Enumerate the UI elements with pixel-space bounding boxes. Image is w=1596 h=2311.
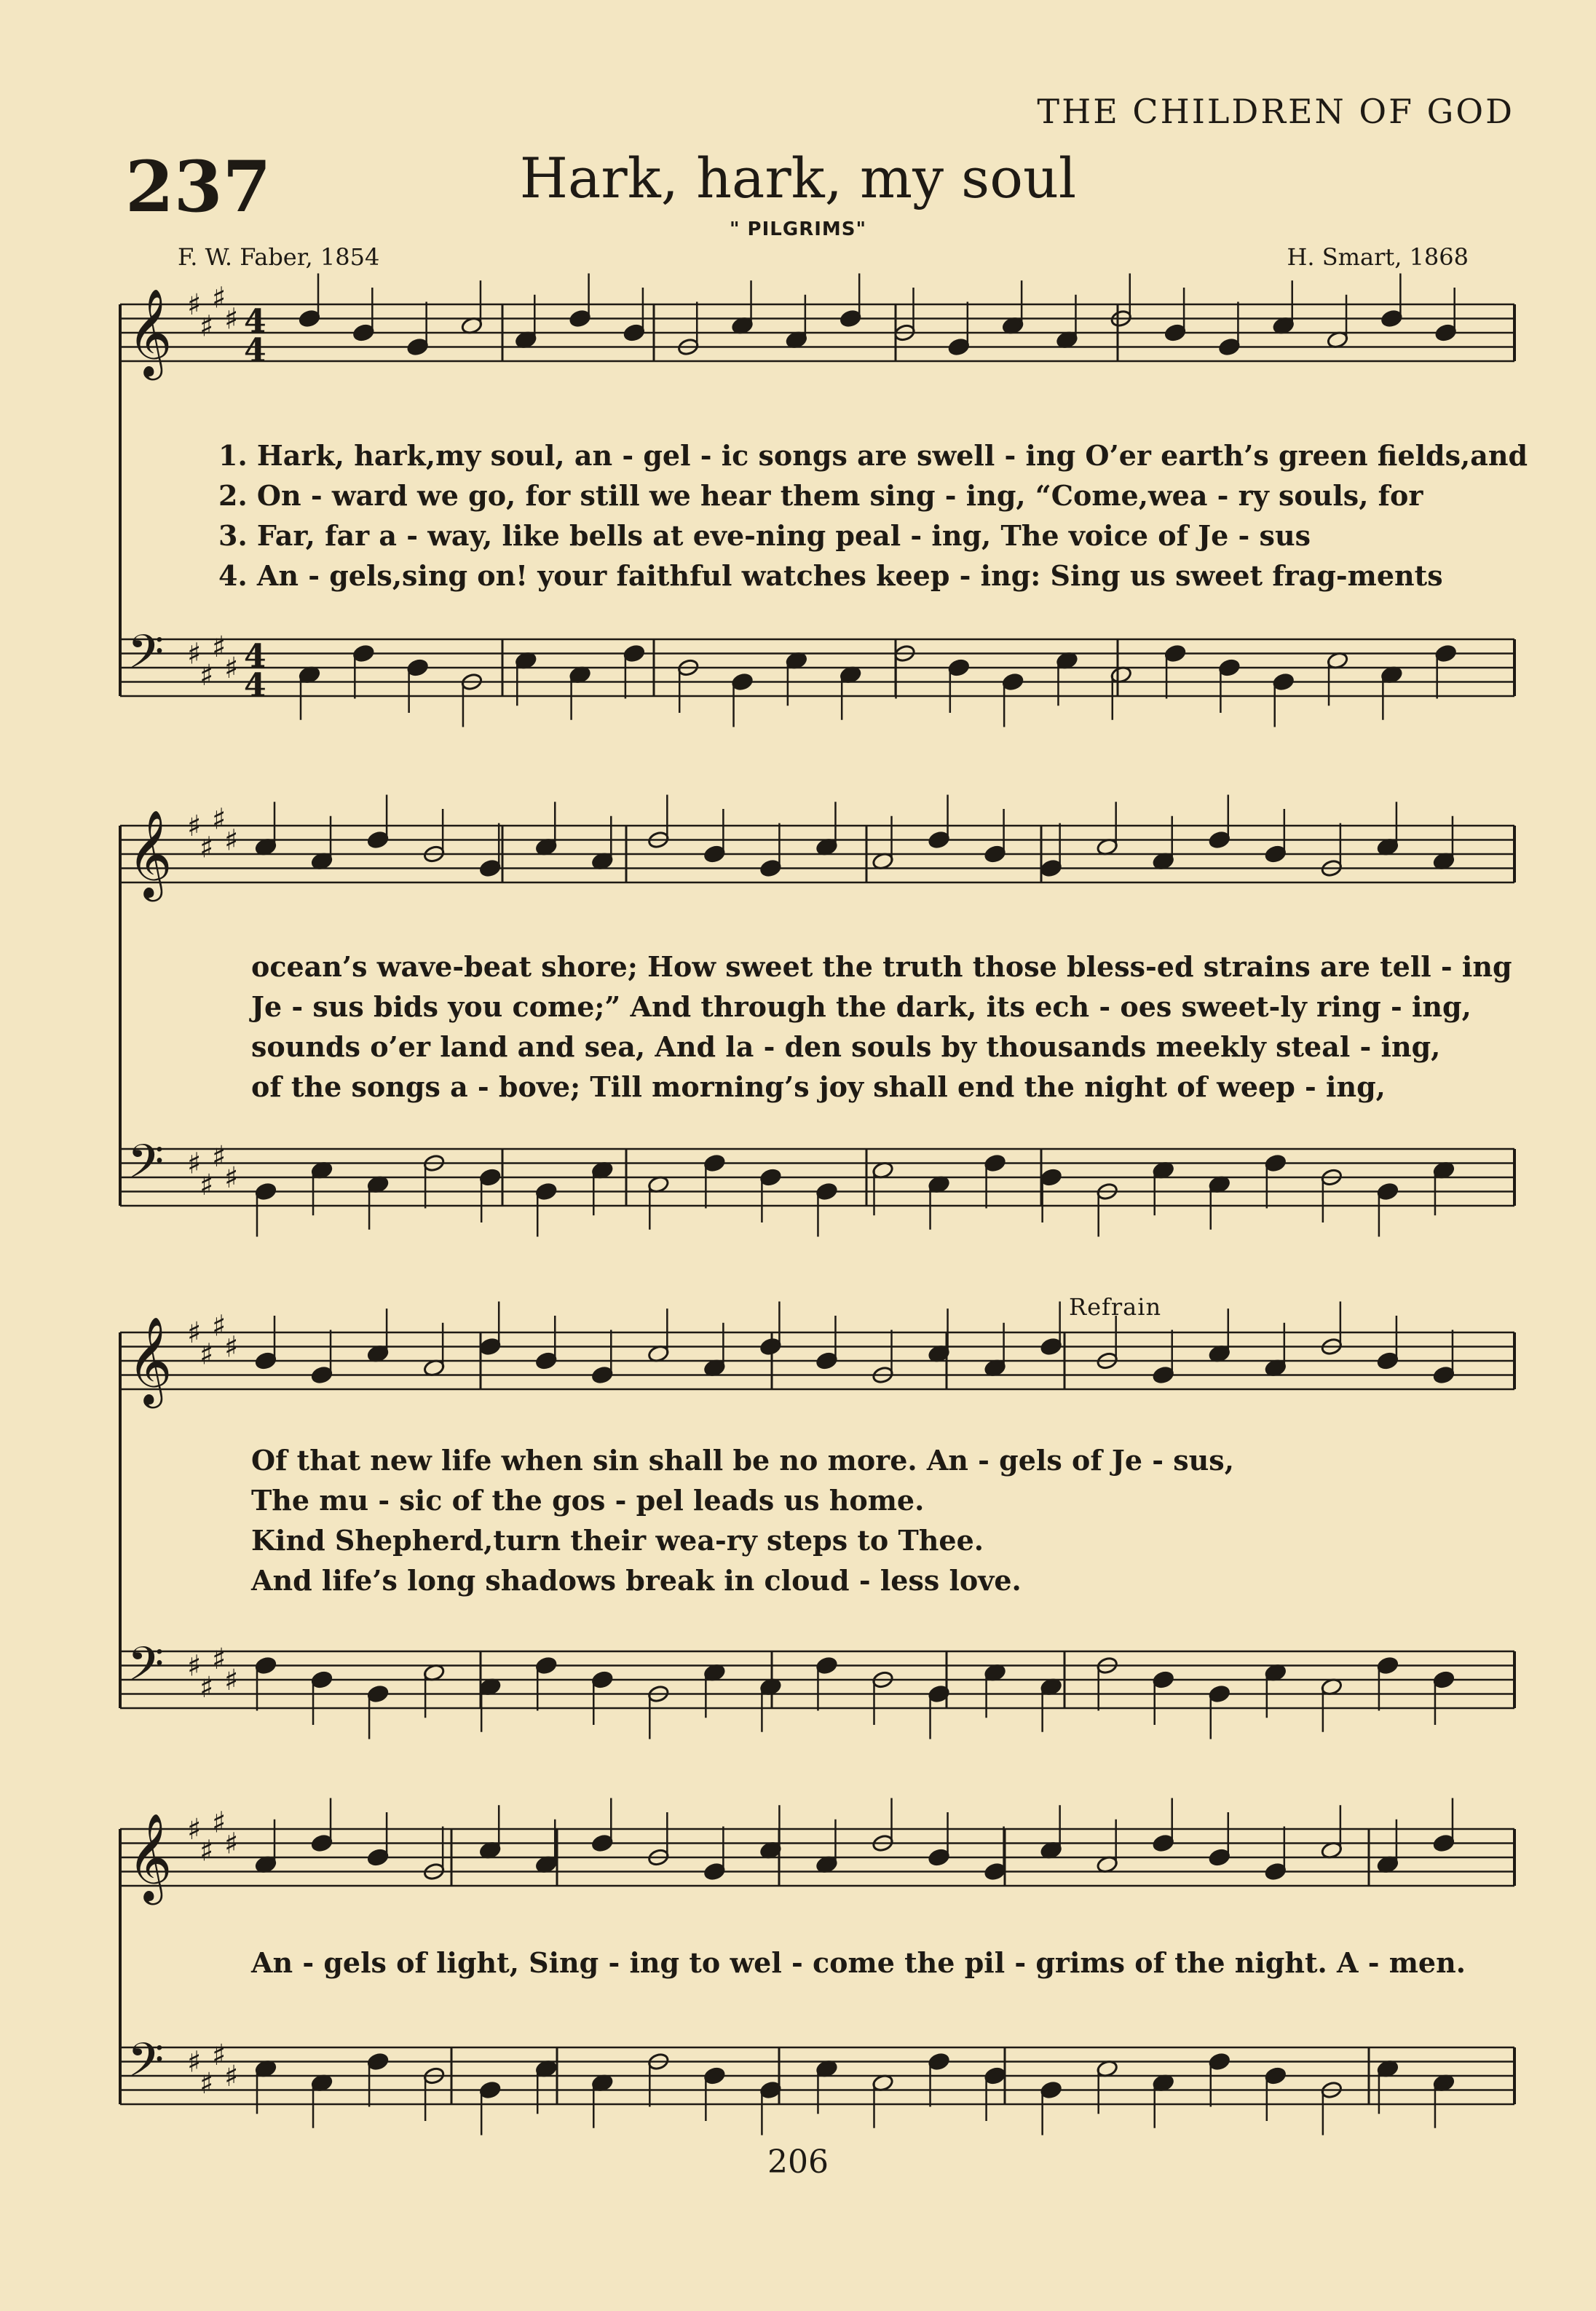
- note-head: [1218, 658, 1241, 677]
- note-head: [311, 1834, 333, 1853]
- author-credit: F. W. Faber, 1854: [178, 243, 380, 271]
- note-head: [703, 2066, 726, 2085]
- note-head: [1164, 644, 1187, 663]
- sharp-icon: ♯: [212, 630, 226, 664]
- note-head: [1208, 1685, 1230, 1704]
- bass-clef-icon: 𝄢: [127, 625, 165, 691]
- note-head: [759, 1168, 782, 1187]
- note-head: [535, 1351, 558, 1370]
- time-signature: 4: [244, 667, 266, 704]
- sharp-icon: ♯: [224, 823, 239, 858]
- note-head: [1208, 1848, 1230, 1867]
- note-head: [1208, 831, 1230, 850]
- note-head: [367, 1685, 390, 1704]
- system-4-lyrics: [251, 1943, 1466, 1983]
- note-head: [367, 2053, 390, 2071]
- lyric-line: Of that new life when sin shall be no more. An - gels of Je - sus,: [251, 1444, 1234, 1477]
- sharp-icon: ♯: [200, 831, 214, 865]
- note-head: [815, 1351, 838, 1370]
- note-head: [928, 2053, 950, 2071]
- time-signature: 4: [244, 638, 266, 675]
- sharp-icon: ♯: [200, 1338, 214, 1372]
- note-head: [479, 1338, 502, 1356]
- note-head: [703, 1862, 726, 1881]
- hymn-title: Hark, hark, my soul: [519, 146, 1077, 210]
- system-1-lyrics: [218, 435, 1528, 596]
- sharp-icon: ♯: [200, 1670, 214, 1704]
- note-head: [703, 845, 726, 864]
- bass-clef-icon: 𝄢: [127, 1638, 165, 1703]
- lyric-line: 4. An - gels,sing on! your faithful watches keep - ing: Sing us sweet frag-ments: [218, 559, 1443, 592]
- note-head: [299, 309, 321, 328]
- sharp-icon: ♯: [187, 2045, 202, 2079]
- note-head: [1152, 1670, 1174, 1689]
- note-head: [1002, 673, 1024, 692]
- lyric-line: 2. On - ward we go, for still we hear them sing - ing, “Come,wea - ry souls, for: [218, 479, 1423, 512]
- note-head: [840, 309, 862, 328]
- note-head: [311, 1670, 333, 1689]
- sharp-icon: ♯: [224, 1664, 239, 1697]
- sharp-icon: ♯: [187, 810, 202, 843]
- note-head: [535, 1182, 558, 1201]
- note-head: [479, 2081, 502, 2100]
- note-head: [255, 1656, 277, 1675]
- treble-clef-icon: 𝄞: [127, 1812, 173, 1901]
- note-head: [406, 658, 429, 677]
- sharp-icon: ♯: [224, 2060, 239, 2093]
- note-head: [1265, 1154, 1287, 1173]
- bass-clef-icon: 𝄢: [127, 2034, 165, 2099]
- treble-clef-icon: 𝄞: [127, 809, 173, 898]
- lyric-line: And life’s long shadows break in cloud - less love.: [251, 1564, 1022, 1597]
- section-heading: THE CHILDREN OF GOD: [1037, 92, 1514, 131]
- note-head: [591, 1670, 614, 1689]
- sharp-icon: ♯: [187, 1649, 202, 1683]
- note-head: [1433, 1834, 1455, 1853]
- note-head: [731, 673, 754, 692]
- note-head: [311, 1366, 333, 1385]
- sharp-icon: ♯: [212, 802, 226, 837]
- system-2-lyrics: [251, 947, 1512, 1107]
- sharp-icon: ♯: [212, 1309, 226, 1343]
- refrain-label: Refrain: [1069, 1293, 1162, 1321]
- note-head: [984, 845, 1006, 864]
- sharp-icon: ♯: [224, 652, 239, 685]
- sharp-icon: ♯: [212, 2038, 226, 2072]
- note-head: [1434, 323, 1457, 342]
- lyric-line: 3. Far, far a - way, like bells at eve-ning peal - ing, The voice of Je - sus: [218, 519, 1311, 552]
- note-head: [984, 1862, 1006, 1881]
- hymn-number: 237: [125, 146, 272, 228]
- note-head: [1040, 1338, 1062, 1356]
- note-head: [948, 338, 971, 357]
- lyric-line: Je - sus bids you come;” And through the dark, its ech - oes sweet-ly ring - ing,: [251, 990, 1471, 1023]
- note-head: [255, 1182, 277, 1201]
- sharp-icon: ♯: [187, 1316, 202, 1350]
- note-head: [1218, 338, 1241, 357]
- note-head: [1434, 644, 1457, 663]
- note-head: [1433, 1670, 1455, 1689]
- note-head: [1265, 1862, 1287, 1881]
- note-head: [623, 323, 646, 342]
- note-head: [352, 323, 375, 342]
- tune-name: " PILGRIMS": [729, 218, 867, 240]
- sharp-icon: ♯: [200, 2066, 214, 2101]
- note-head: [255, 1351, 277, 1370]
- lyric-line: An - gels of light, Sing - ing to wel - come the pil - grims of the night. A - men.: [251, 1946, 1466, 1979]
- treble-clef-icon: 𝄞: [127, 1316, 173, 1405]
- sharp-icon: ♯: [187, 1147, 202, 1181]
- lyric-line: 1. Hark, hark,my soul, an - gel - ic songs are swell - ing O’er earth’s green fields,and: [218, 439, 1528, 472]
- note-head: [759, 859, 782, 878]
- note-head: [367, 1848, 390, 1867]
- sharp-icon: ♯: [187, 1813, 202, 1846]
- sharp-icon: ♯: [200, 309, 214, 344]
- note-head: [1265, 845, 1287, 864]
- note-head: [591, 1366, 614, 1385]
- note-head: [535, 1656, 558, 1675]
- lyric-line: ocean’s wave-beat shore; How sweet the truth those bless-ed strains are tell - ing: [251, 950, 1512, 983]
- note-head: [759, 1338, 782, 1356]
- time-signature: 4: [244, 332, 266, 369]
- sharp-icon: ♯: [224, 1161, 239, 1195]
- sharp-icon: ♯: [200, 1168, 214, 1202]
- note-head: [1265, 2066, 1287, 2085]
- note-head: [815, 1656, 838, 1675]
- sharp-icon: ♯: [224, 1827, 239, 1861]
- lyric-line: of the songs a - bove; Till morning’s joy shall end the night of weep - ing,: [251, 1070, 1386, 1103]
- note-head: [406, 338, 429, 357]
- note-head: [984, 1154, 1006, 1173]
- note-head: [1377, 1182, 1399, 1201]
- sharp-icon: ♯: [187, 637, 202, 671]
- note-head: [1377, 1351, 1399, 1370]
- note-head: [928, 1848, 950, 1867]
- note-head: [352, 644, 375, 663]
- note-head: [1040, 1168, 1062, 1187]
- note-head: [1152, 1834, 1174, 1853]
- note-head: [1040, 859, 1062, 878]
- note-head: [1152, 1366, 1174, 1385]
- sharp-icon: ♯: [212, 1642, 226, 1676]
- note-head: [703, 1154, 726, 1173]
- sharp-icon: ♯: [200, 658, 214, 692]
- lyric-line: Kind Shepherd,turn their wea-ry steps to Thee.: [251, 1524, 984, 1557]
- note-head: [1272, 673, 1295, 692]
- note-head: [1040, 2081, 1062, 2100]
- note-head: [1208, 2053, 1230, 2071]
- sharp-icon: ♯: [212, 1806, 226, 1840]
- note-head: [948, 658, 971, 677]
- system-3-lyrics: [251, 1440, 1234, 1600]
- bass-clef-icon: 𝄢: [127, 1135, 165, 1201]
- note-head: [569, 309, 591, 328]
- note-head: [591, 1834, 614, 1853]
- note-head: [367, 831, 390, 850]
- time-signature: 4: [244, 303, 266, 340]
- treble-clef-icon: 𝄞: [127, 288, 173, 376]
- sharp-icon: ♯: [200, 1834, 214, 1868]
- note-head: [1164, 323, 1187, 342]
- composer-credit: H. Smart, 1868: [1287, 243, 1469, 271]
- note-head: [1380, 309, 1403, 328]
- note-head: [815, 1182, 838, 1201]
- lyric-line: sounds o’er land and sea, And la - den souls by thousands meekly steal - ing,: [251, 1030, 1441, 1063]
- note-head: [928, 831, 950, 850]
- note-head: [984, 2066, 1006, 2085]
- note-head: [479, 859, 502, 878]
- sharp-icon: ♯: [224, 302, 239, 336]
- page-number: 206: [767, 2144, 829, 2181]
- note-head: [1433, 1366, 1455, 1385]
- sharp-icon: ♯: [187, 288, 202, 322]
- sharp-icon: ♯: [212, 281, 226, 315]
- lyric-line: The mu - sic of the gos - pel leads us home.: [251, 1484, 925, 1517]
- sharp-icon: ♯: [212, 1139, 226, 1174]
- note-head: [1377, 1656, 1399, 1675]
- sharp-icon: ♯: [224, 1330, 239, 1364]
- note-head: [623, 644, 646, 663]
- note-head: [479, 1168, 502, 1187]
